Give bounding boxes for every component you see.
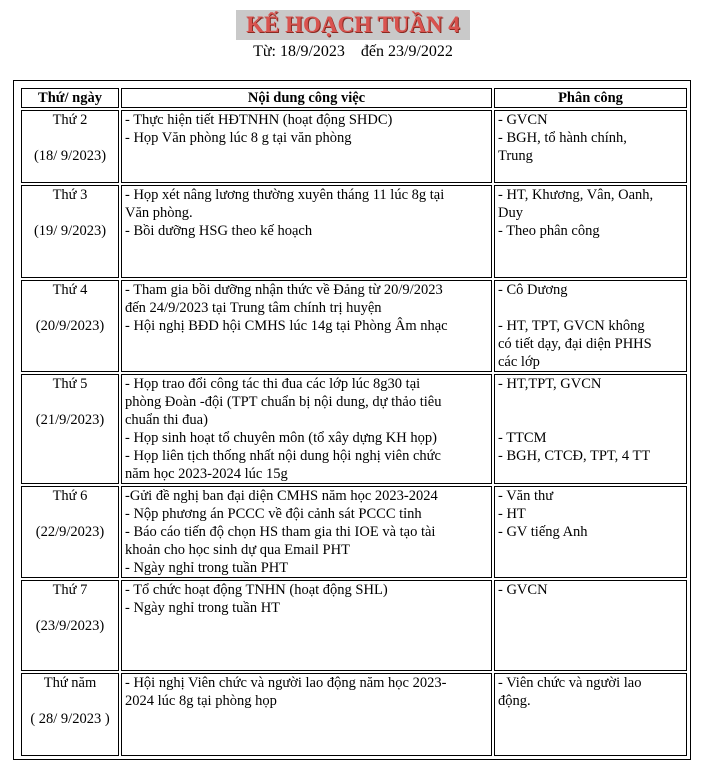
- content-line: - Hội nghị Viên chức và người lao động năm học 2023-: [125, 675, 447, 691]
- day-label: Thứ 5: [52, 376, 88, 392]
- page-title: [0, 10, 706, 43]
- assign-cell: [494, 185, 687, 278]
- content-line: - Tổ chức hoạt động TNHN (hoạt động SHL): [125, 582, 388, 598]
- content-line: -Gửi đề nghị ban đại diện CMHS năm học 2023-2024: [125, 488, 438, 504]
- content-line: - Báo cáo tiến độ chọn HS tham gia thi IOE và tạo tài: [125, 524, 436, 540]
- header-content: Nội dung công việc: [121, 88, 492, 108]
- assign-line: [498, 393, 683, 411]
- assign-line: động.: [498, 693, 531, 709]
- day-date: (18/ 9/2023): [33, 148, 107, 164]
- day-label: Thứ 2: [52, 112, 88, 128]
- day-cell: [21, 185, 119, 278]
- day-cell: [21, 580, 119, 671]
- content-line: - Họp trao đổi công tác thi đua các lớp lúc 8g30 tại: [125, 376, 421, 392]
- content-line: - Thực hiện tiết HĐTNHN (hoạt động SHDC): [125, 112, 393, 128]
- content-line: - Họp xét nâng lương thường xuyên tháng 11 lúc 8g tại: [125, 187, 445, 203]
- day-cell: [21, 486, 119, 578]
- content-line: 2024 lúc 8g tại phòng họp: [125, 693, 277, 709]
- date-range: [0, 42, 706, 62]
- assign-line: Trung: [498, 148, 533, 164]
- header-day: Thứ/ ngày: [21, 88, 119, 108]
- table-row: [21, 374, 687, 484]
- header-assign: Phân công: [494, 88, 687, 108]
- day-date: (21/9/2023): [35, 412, 105, 428]
- assign-line: - GVCN: [498, 582, 548, 598]
- assign-cell: [494, 580, 687, 671]
- date-from: Từ: 18/9/2023: [253, 43, 345, 60]
- content-line: chuẩn thi đua): [125, 412, 208, 428]
- assign-line: - Văn thư: [498, 488, 554, 504]
- day-cell: [21, 110, 119, 183]
- assign-cell: [494, 673, 687, 756]
- assign-line: Duy: [498, 205, 523, 221]
- day-cell: [21, 374, 119, 484]
- content-line: - Họp liên tịch thống nhất nội dung hội nghị viên chức: [125, 448, 441, 464]
- assign-line: các lớp: [498, 354, 540, 370]
- table-row: [21, 280, 687, 372]
- day-date: (23/9/2023): [35, 618, 105, 634]
- day-cell: [21, 280, 119, 372]
- day-cell: [21, 673, 119, 756]
- assign-line: [498, 411, 683, 429]
- content-cell: [121, 486, 492, 578]
- assign-cell: [494, 280, 687, 372]
- table-row: [21, 486, 687, 578]
- assign-line: - GV tiếng Anh: [498, 524, 588, 540]
- content-line: - Hội nghị BĐD hội CMHS lúc 14g tại Phòng Âm nhạc: [125, 318, 448, 334]
- content-cell: [121, 580, 492, 671]
- content-line: - Ngày nghỉ trong tuần PHT: [125, 560, 289, 576]
- table-header-row: [21, 88, 687, 108]
- content-line: phòng Đoàn -đội (TPT chuẩn bị nội dung, dự thảo tiêu: [125, 394, 442, 410]
- day-label: Thứ 3: [52, 187, 88, 203]
- assign-line: - HT, TPT, GVCN không: [498, 318, 645, 334]
- assign-cell: [494, 374, 687, 484]
- content-line: đến 24/9/2023 tại Trung tâm chính trị huyện: [125, 300, 382, 316]
- content-line: khoản cho học sinh dự qua Email PHT: [125, 542, 350, 558]
- content-line: - Nộp phương án PCCC về đội cảnh sát PCCC tỉnh: [125, 506, 422, 522]
- assign-line: - HT: [498, 506, 526, 522]
- content-cell: [121, 374, 492, 484]
- assign-line: - Cô Dương: [498, 282, 568, 298]
- assign-cell: [494, 110, 687, 183]
- content-line: - Họp Văn phòng lúc 8 g tại văn phòng: [125, 130, 352, 146]
- assign-line: - GVCN: [498, 112, 548, 128]
- content-line: - Họp sinh hoạt tổ chuyên môn (tổ xây dựng KH họp): [125, 430, 437, 446]
- table-row: [21, 673, 687, 756]
- assign-line: - TTCM: [498, 430, 547, 446]
- table-row: [21, 185, 687, 278]
- schedule-table: [19, 86, 689, 758]
- assign-line: - BGH, CTCĐ, TPT, 4 TT: [498, 448, 651, 464]
- day-label: Thứ 4: [52, 282, 88, 298]
- assign-cell: [494, 486, 687, 578]
- assign-line: - HT,TPT, GVCN: [498, 376, 602, 392]
- day-date: (19/ 9/2023): [33, 223, 107, 239]
- page-title-text: KẾ HOẠCH TUẦN 4: [236, 10, 470, 40]
- day-date: (20/9/2023): [35, 318, 105, 334]
- content-line: năm học 2023-2024 lúc 15g: [125, 466, 288, 482]
- day-label: Thứ 6: [52, 488, 88, 504]
- day-label: Thứ năm: [43, 675, 97, 691]
- assign-line: - Viên chức và người lao: [498, 675, 642, 691]
- content-line: Văn phòng.: [125, 205, 193, 221]
- assign-line: có tiết dạy, đại diện PHHS: [498, 336, 652, 352]
- content-line: - Tham gia bồi dưỡng nhận thức về Đảng từ 20/9/2023: [125, 282, 443, 298]
- assign-line: [498, 299, 683, 317]
- day-date: ( 28/ 9/2023 ): [30, 711, 110, 727]
- content-cell: [121, 185, 492, 278]
- table-row: [21, 110, 687, 183]
- date-to: đến 23/9/2022: [360, 43, 453, 60]
- table-row: [21, 580, 687, 671]
- assign-line: - HT, Khương, Vân, Oanh,: [498, 187, 654, 203]
- content-cell: [121, 673, 492, 756]
- assign-line: - Theo phân công: [498, 223, 600, 239]
- content-cell: [121, 110, 492, 183]
- day-label: Thứ 7: [52, 582, 88, 598]
- day-date: (22/9/2023): [35, 524, 105, 540]
- content-cell: [121, 280, 492, 372]
- content-line: - Ngày nghỉ trong tuần HT: [125, 600, 281, 616]
- content-line: - Bồi dưỡng HSG theo kế hoạch: [125, 223, 313, 239]
- assign-line: - BGH, tổ hành chính,: [498, 130, 627, 146]
